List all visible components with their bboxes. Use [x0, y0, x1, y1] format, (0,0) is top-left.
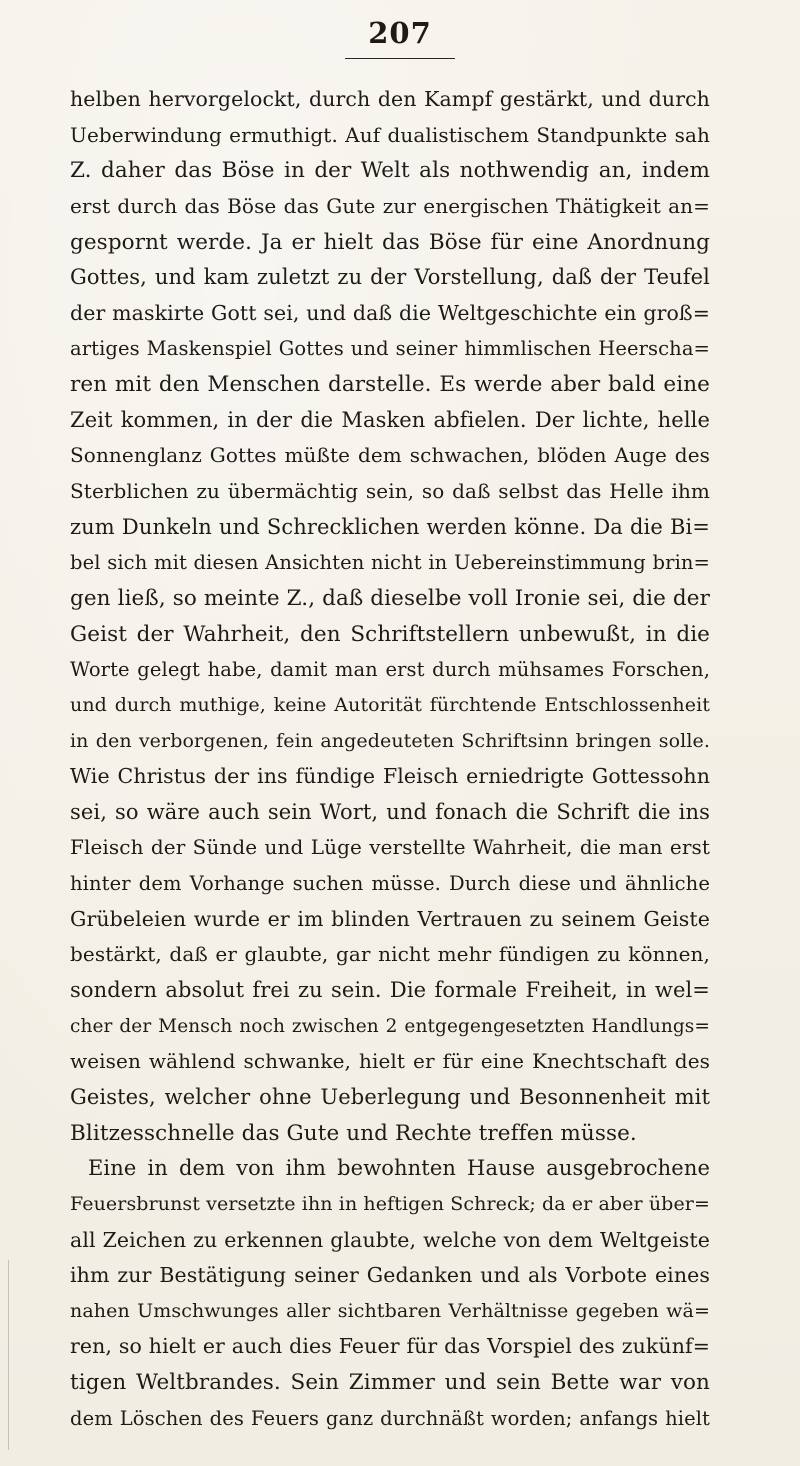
text-line: Gottes, und kam zuletzt zu der Vorstellung, daß der Teufel: [70, 265, 710, 290]
text-line: gen ließ, so meinte Z., daß dieselbe voll Ironie sei, die der: [70, 585, 710, 611]
text-line: Grübeleien wurde er im blinden Vertrauen zu seinem Geiste: [70, 906, 710, 931]
body-text: [70, 82, 710, 1436]
text-line: bel sich mit diesen Ansichten nicht in Uebereinstimmung brin=: [70, 551, 710, 575]
text-line: helben hervorgelockt, durch den Kampf gestärkt, und durch: [70, 87, 710, 111]
text-line: weisen wählend schwanke, hielt er für eine Knechtschaft des: [70, 1049, 710, 1074]
text-line: Geist der Wahrheit, den Schriftstellern unbewußt, in die: [70, 621, 710, 647]
text-line: artiges Maskenspiel Gottes und seiner himmlischen Heerscha=: [70, 337, 710, 361]
text-line: ren mit den Menschen darstelle. Es werde aber bald eine: [70, 372, 710, 398]
header-rule: [345, 58, 455, 59]
text-line: Wie Christus der ins fündige Fleisch erniedrigte Gottessohn: [70, 764, 710, 789]
text-line: hinter dem Vorhange suchen müsse. Durch diese und ähnliche: [70, 872, 710, 896]
text-line: Zeit kommen, in der die Masken abfielen. Der lichte, helle: [70, 407, 710, 432]
page-number: 207: [368, 16, 432, 50]
page-edge-mark: [8, 1260, 9, 1450]
text-line: sondern absolut frei zu sein. Die formale Freiheit, in wel=: [70, 978, 710, 1003]
text-line: Sterblichen zu übermächtig sein, so daß selbst das Helle ihm: [70, 479, 710, 504]
text-line: Feuersbrunst versetzte ihn in heftigen Schreck; da er aber über=: [70, 1192, 710, 1215]
text-line: Eine in dem von ihm bewohnten Hause ausgebrochene: [88, 1156, 710, 1181]
text-line: ren, so hielt er auch dies Feuer für das Vorspiel des zukünf=: [70, 1334, 710, 1359]
text-line: sei, so wäre auch sein Wort, und fonach die Schrift die ins: [70, 799, 710, 824]
text-line: ihm zur Bestätigung seiner Gedanken und als Vorbote eines: [70, 1263, 710, 1288]
text-line: cher der Mensch noch zwischen 2 entgegengesetzten Handlungs=: [70, 1015, 710, 1037]
text-line: der maskirte Gott sei, und daß die Weltgeschichte ein groß=: [70, 300, 710, 325]
text-line: in den verborgenen, fein angedeuteten Schriftsinn bringen solle.: [70, 729, 710, 752]
text-line: Blitzesschnelle das Gute und Rechte treffen müsse.: [70, 1120, 637, 1146]
text-line: bestärkt, daß er glaubte, gar nicht mehr fündigen zu können,: [70, 942, 710, 967]
text-line: Ueberwindung ermuthigt. Auf dualistischem Standpunkte sah: [70, 122, 710, 147]
text-line: Worte gelegt habe, damit man erst durch mühsames Forschen,: [70, 658, 710, 682]
text-line: Fleisch der Sünde und Lüge verstellte Wahrheit, die man erst: [70, 835, 710, 860]
text-line: tigen Weltbrandes. Sein Zimmer und sein Bette war von: [70, 1370, 710, 1396]
text-line: nahen Umschwunges aller sichtbaren Verhältnisse gegeben wä=: [70, 1299, 710, 1322]
text-line: Sonnenglanz Gottes müßte dem schwachen, blöden Auge des: [70, 443, 710, 468]
text-line: dem Löschen des Feuers ganz durchnäßt worden; anfangs hielt: [70, 1406, 710, 1430]
text-line: erst durch das Böse das Gute zur energischen Thätigkeit an=: [70, 193, 710, 218]
text-line: zum Dunkeln und Schrecklichen werden könne. Da die Bi=: [70, 514, 710, 539]
text-line: Geistes, welcher ohne Ueberlegung und Besonnenheit mit: [70, 1084, 710, 1109]
text-line: Z. daher das Böse in der Welt als nothwendig an, indem: [70, 158, 710, 184]
text-line: all Zeichen zu erkennen glaubte, welche von dem Weltgeiste: [70, 1227, 710, 1252]
text-line: und durch muthige, keine Autorität fürchtende Entschlossenheit: [70, 693, 710, 716]
text-line: gespornt werde. Ja er hielt das Böse für eine Anordnung: [70, 229, 710, 255]
